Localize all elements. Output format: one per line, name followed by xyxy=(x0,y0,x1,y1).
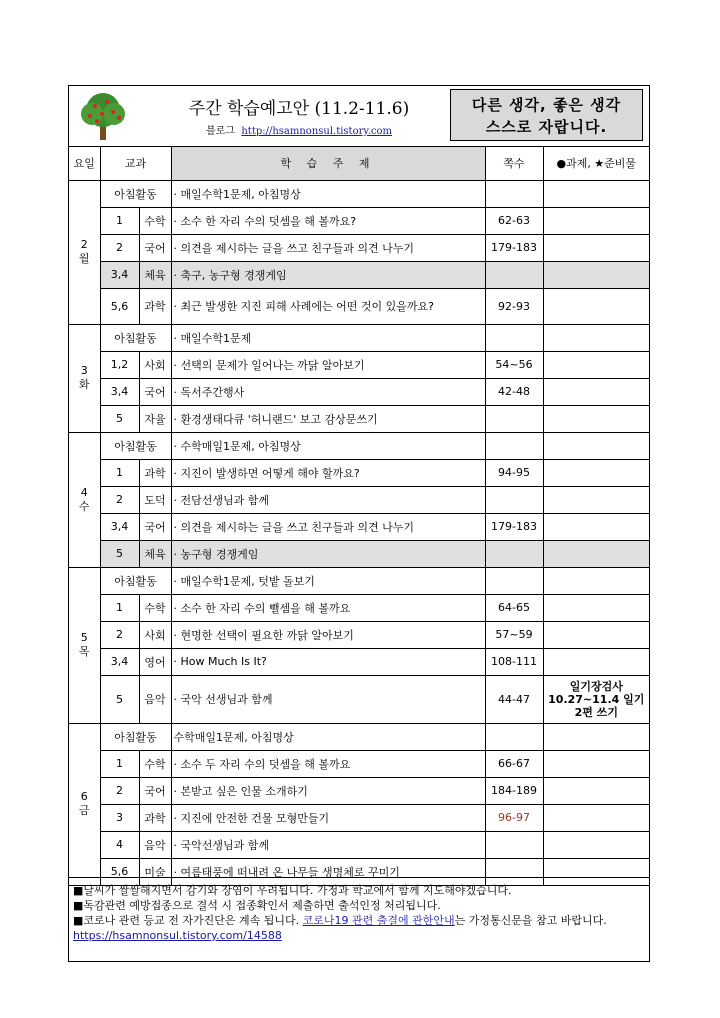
notes-cell xyxy=(543,324,649,351)
subject-cell: 사회 xyxy=(139,621,171,648)
period-cell: 아침활동 xyxy=(100,567,171,594)
subject-cell: 과학 xyxy=(139,459,171,486)
notes-cell xyxy=(543,261,649,288)
notes-cell xyxy=(543,513,649,540)
pages-cell: 64-65 xyxy=(485,594,543,621)
topic-cell: · 매일수학1문제 xyxy=(171,324,485,351)
topic-cell: · 최근 발생한 지진 피해 사례에는 어떤 것이 있을까요? xyxy=(171,288,485,324)
day-label: 4 수 xyxy=(69,432,100,567)
table-row xyxy=(69,234,649,261)
topic-cell: · 국악선생님과 함께 xyxy=(171,831,485,858)
table-row xyxy=(69,750,649,777)
table-row xyxy=(69,180,649,207)
topic-cell: · 소수 한 자리 수의 뺄셈을 해 볼까요 xyxy=(171,594,485,621)
table-row xyxy=(69,207,649,234)
subject-cell: 음악 xyxy=(139,675,171,723)
pages-cell: 92-93 xyxy=(485,288,543,324)
pages-cell xyxy=(485,831,543,858)
topic-cell: · How Much Is It? xyxy=(171,648,485,675)
notes-cell xyxy=(543,405,649,432)
table-row xyxy=(69,723,649,750)
pages-cell xyxy=(485,540,543,567)
period-cell: 2 xyxy=(100,777,139,804)
period-cell: 3,4 xyxy=(100,378,139,405)
table-row xyxy=(69,675,649,723)
pages-cell: 54~56 xyxy=(485,351,543,378)
subject-cell: 수학 xyxy=(139,750,171,777)
page-title: 주간 학습예고안 (11.2-11.6) xyxy=(188,99,410,119)
subject-cell: 국어 xyxy=(139,378,171,405)
table-row xyxy=(69,324,649,351)
notes-cell xyxy=(543,459,649,486)
table-row xyxy=(69,594,649,621)
footer-notices xyxy=(69,877,649,961)
period-cell: 5 xyxy=(100,540,139,567)
topic-cell: · 환경생태다큐 '허니랜드' 보고 감상문쓰기 xyxy=(171,405,485,432)
notes-cell: 일기장검사 10.27~11.4 일기 2편 쓰기 xyxy=(543,675,649,723)
col-topic-header: 학 습 주 제 xyxy=(171,147,485,180)
notice-3 xyxy=(73,913,645,928)
pages-cell xyxy=(485,180,543,207)
notes-cell xyxy=(543,804,649,831)
notice-url-link[interactable]: https://hsamnonsul.tistory.com/14588 xyxy=(73,929,282,942)
period-cell: 5 xyxy=(100,405,139,432)
pages-cell xyxy=(485,723,543,750)
notes-cell xyxy=(543,594,649,621)
table-row xyxy=(69,486,649,513)
notes-cell xyxy=(543,621,649,648)
period-cell: 2 xyxy=(100,621,139,648)
pages-cell: 108-111 xyxy=(485,648,543,675)
weekly-plan-sheet xyxy=(68,85,650,962)
topic-cell: · 지진에 안전한 건물 모형만들기 xyxy=(171,804,485,831)
subject-cell: 체육 xyxy=(139,261,171,288)
day-label: 3 화 xyxy=(69,324,100,432)
topic-cell: · 축구, 농구형 경쟁게임 xyxy=(171,261,485,288)
subject-cell: 영어 xyxy=(139,648,171,675)
col-pages-header: 쪽수 xyxy=(485,147,543,180)
notes-cell xyxy=(543,540,649,567)
table-row xyxy=(69,540,649,567)
topic-cell: · 매일수학1문제, 아침명상 xyxy=(171,180,485,207)
pages-cell: 57~59 xyxy=(485,621,543,648)
period-cell: 3,4 xyxy=(100,513,139,540)
topic-cell: · 여름태풍에 떠내려 온 나무들 생명체로 꾸미기 xyxy=(171,858,485,885)
table-row xyxy=(69,648,649,675)
notes-cell xyxy=(543,207,649,234)
table-row xyxy=(69,777,649,804)
day-label: 5 목 xyxy=(69,567,100,723)
period-cell: 아침활동 xyxy=(100,432,171,459)
pages-cell: 66-67 xyxy=(485,750,543,777)
pages-cell xyxy=(485,405,543,432)
subject-cell: 수학 xyxy=(139,594,171,621)
topic-cell: · 지진이 발생하면 어떻게 해야 할까요? xyxy=(171,459,485,486)
period-cell: 1,2 xyxy=(100,351,139,378)
header xyxy=(69,86,649,147)
notes-cell xyxy=(543,432,649,459)
notes-cell xyxy=(543,648,649,675)
notes-cell xyxy=(543,750,649,777)
period-cell: 2 xyxy=(100,234,139,261)
pages-cell xyxy=(485,324,543,351)
period-cell: 3 xyxy=(100,804,139,831)
notes-cell xyxy=(543,288,649,324)
topic-cell: · 의견을 제시하는 글을 쓰고 친구들과 의견 나누기 xyxy=(171,513,485,540)
notes-cell xyxy=(543,180,649,207)
motto-line-2: 스스로 자랍니다. xyxy=(485,118,608,136)
topic-cell: · 현명한 선택이 필요한 까닭 알아보기 xyxy=(171,621,485,648)
table-row xyxy=(69,567,649,594)
topic-cell: · 매일수학1문제, 텃밭 돌보기 xyxy=(171,567,485,594)
period-cell: 3,4 xyxy=(100,261,139,288)
notice-1: ■날씨가 쌀쌀해지면서 감기와 장염이 우려됩니다. 가정과 학교에서 함께 지도해야겠습니다. xyxy=(73,884,512,897)
col-day-header: 요일 xyxy=(69,147,100,180)
notes-cell xyxy=(543,723,649,750)
pages-cell xyxy=(485,261,543,288)
period-cell: 1 xyxy=(100,750,139,777)
table-row xyxy=(69,405,649,432)
day-label: 2 월 xyxy=(69,180,100,324)
period-cell: 1 xyxy=(100,459,139,486)
covid-notice-link[interactable]: 코로나19 관련 출결에 관한안내 xyxy=(302,914,455,927)
table-row xyxy=(69,831,649,858)
topic-cell: 수학매일1문제, 아침명상 xyxy=(171,723,485,750)
period-cell: 아침활동 xyxy=(100,723,171,750)
motto-line-1: 다른 생각, 좋은 생각 xyxy=(471,96,622,114)
table-row xyxy=(69,804,649,831)
topic-cell: · 농구형 경쟁게임 xyxy=(171,540,485,567)
period-cell: 5,6 xyxy=(100,858,139,885)
notes-cell xyxy=(543,378,649,405)
pages-cell: 184-189 xyxy=(485,777,543,804)
notes-cell xyxy=(543,486,649,513)
table-header-row xyxy=(69,147,649,180)
notes-cell xyxy=(543,831,649,858)
period-cell: 아침활동 xyxy=(100,180,171,207)
period-cell: 2 xyxy=(100,486,139,513)
subject-cell: 국어 xyxy=(139,234,171,261)
col-notes-header: ●과제, ★준비물 xyxy=(543,147,649,180)
motto-box xyxy=(450,89,643,141)
table-row xyxy=(69,513,649,540)
subject-cell: 자율 xyxy=(139,405,171,432)
table-row xyxy=(69,459,649,486)
notice-3-tail: 는 가정통신문을 참고 바랍니다. xyxy=(454,914,607,927)
notes-cell xyxy=(543,234,649,261)
notes-cell xyxy=(543,567,649,594)
pages-cell: 96-97 xyxy=(485,804,543,831)
period-cell: 1 xyxy=(100,207,139,234)
topic-cell: · 소수 한 자리 수의 덧셈을 해 볼까요? xyxy=(171,207,485,234)
subject-cell: 국어 xyxy=(139,777,171,804)
topic-cell: · 전담선생님과 함께 xyxy=(171,486,485,513)
pages-cell xyxy=(485,486,543,513)
period-cell: 4 xyxy=(100,831,139,858)
period-cell: 5 xyxy=(100,675,139,723)
period-cell: 3,4 xyxy=(100,648,139,675)
pages-cell: 44-47 xyxy=(485,675,543,723)
pages-cell: 179-183 xyxy=(485,513,543,540)
pages-cell: 94-95 xyxy=(485,459,543,486)
pages-cell: 179-183 xyxy=(485,234,543,261)
topic-cell: · 의견을 제시하는 글을 쓰고 친구들과 의견 나누기 xyxy=(171,234,485,261)
col-subject-header: 교과 xyxy=(100,147,171,180)
table-row xyxy=(69,621,649,648)
topic-cell: · 수학매일1문제, 아침명상 xyxy=(171,432,485,459)
subject-cell: 음악 xyxy=(139,831,171,858)
pages-cell xyxy=(485,567,543,594)
tree-icon xyxy=(75,90,131,142)
blog-label: 블로그 xyxy=(206,126,235,137)
notes-cell xyxy=(543,777,649,804)
topic-cell: · 국악 선생님과 함께 xyxy=(171,675,485,723)
blog-line xyxy=(164,122,434,137)
topic-cell: · 독서주간행사 xyxy=(171,378,485,405)
topic-cell: · 소수 두 자리 수의 덧셈을 해 볼까요 xyxy=(171,750,485,777)
topic-cell: · 본받고 싶은 인물 소개하기 xyxy=(171,777,485,804)
subject-cell: 체육 xyxy=(139,540,171,567)
subject-cell: 국어 xyxy=(139,513,171,540)
pages-cell xyxy=(485,432,543,459)
table-row xyxy=(69,261,649,288)
blog-link[interactable]: http://hsamnonsul.tistory.com xyxy=(241,126,392,137)
pages-cell: 62-63 xyxy=(485,207,543,234)
day-label: 6 금 xyxy=(69,723,100,885)
notes-cell xyxy=(543,351,649,378)
notice-3-text: ■코로나 관련 등교 전 자가진단은 계속 됩니다. xyxy=(73,914,300,927)
table-row xyxy=(69,378,649,405)
subject-cell: 과학 xyxy=(139,288,171,324)
schedule-table xyxy=(69,147,649,886)
period-cell: 아침활동 xyxy=(100,324,171,351)
table-row xyxy=(69,288,649,324)
period-cell: 1 xyxy=(100,594,139,621)
period-cell: 5,6 xyxy=(100,288,139,324)
subject-cell: 수학 xyxy=(139,207,171,234)
subject-cell: 과학 xyxy=(139,804,171,831)
notice-2: ■독감관련 예방접종으로 결석 시 접종확인서 제출하면 출석인정 처리됩니다. xyxy=(73,899,441,912)
table-row xyxy=(69,432,649,459)
subject-cell: 미술 xyxy=(139,858,171,885)
table-row xyxy=(69,351,649,378)
pages-cell: 42-48 xyxy=(485,378,543,405)
subject-cell: 사회 xyxy=(139,351,171,378)
topic-cell: · 선택의 문제가 일어나는 까닭 알아보기 xyxy=(171,351,485,378)
subject-cell: 도덕 xyxy=(139,486,171,513)
